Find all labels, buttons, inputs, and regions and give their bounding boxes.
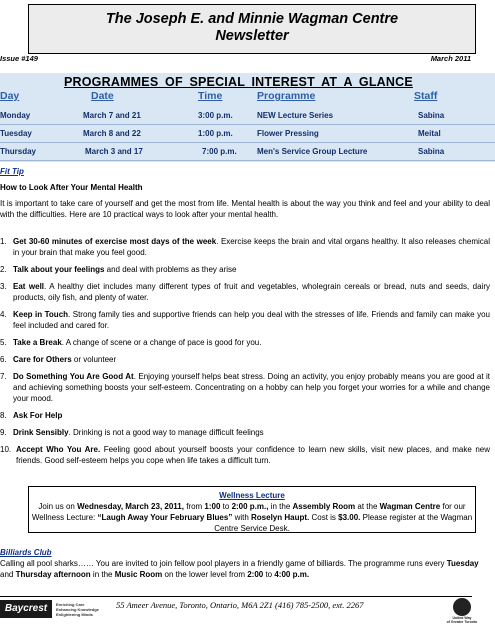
row-staff: Meital <box>418 129 441 138</box>
footer-address: 55 Ameer Avenue, Toronto, Ontario, M6A 2Z1 (416) 785-2500, ext. 2267 <box>116 600 364 610</box>
row-date: March 7 and 21 <box>83 111 141 120</box>
list-item <box>0 309 490 331</box>
list-item <box>0 337 490 348</box>
wellness-lecture-title: “Laugh Away Your February Blues” <box>97 513 233 522</box>
item-number: 8. <box>0 411 7 420</box>
list-item <box>0 410 490 421</box>
wellness-t8: Cost is <box>309 513 339 522</box>
list-item <box>0 281 490 303</box>
item-number: 3. <box>0 282 7 291</box>
wellness-speaker: Roselyn Haupt. <box>251 513 310 522</box>
row-staff: Sabina <box>418 147 445 156</box>
united-way-text-2: of Greater Toronto <box>446 620 478 624</box>
programmes-heading: PROGRAMMES OF SPECIAL INTEREST AT A GLANCE <box>64 75 413 89</box>
list-item <box>0 427 490 438</box>
item-text: . A change of scene or a change of pace is good for you. <box>61 338 262 347</box>
list-item <box>0 371 490 404</box>
fit-tip-subtitle: How to Look After Your Mental Health <box>0 183 143 192</box>
billiards-section <box>0 547 490 580</box>
item-number: 7. <box>0 372 7 381</box>
newsletter-subtitle: Newsletter <box>215 28 289 44</box>
item-number: 2. <box>0 265 7 274</box>
list-item <box>0 354 490 365</box>
row-programme: NEW Lecture Series <box>257 111 334 120</box>
row-date: March 3 and 17 <box>85 147 143 156</box>
row-time: 7:00 p.m. <box>202 147 237 156</box>
issue-row <box>0 54 471 66</box>
col-day: Day <box>0 90 20 102</box>
wellness-t4: in the <box>268 502 293 511</box>
list-item <box>0 444 490 466</box>
issue-date: March 2011 <box>430 54 471 63</box>
list-item <box>0 236 490 258</box>
programme-row <box>0 143 495 161</box>
wellness-t2: from <box>183 502 205 511</box>
item-title: Get 30-60 minutes of exercise most days of the week <box>13 237 217 246</box>
issue-number: Issue #149 <box>0 54 38 63</box>
wellness-t9: Please register at the Wagman Centre Service Desk. <box>214 513 473 533</box>
billiards-day1: Tuesday <box>446 559 479 568</box>
wellness-lecture-box <box>28 486 476 533</box>
row-date: March 8 and 22 <box>83 129 141 138</box>
baycrest-logo: Baycrest <box>0 600 52 618</box>
tagline-3: Enlightening Minds <box>56 612 93 617</box>
billiards-start: 2:00 <box>247 570 264 579</box>
item-text: and deal with problems as they arise <box>104 265 237 274</box>
billiards-t1: Calling all pool sharks…… You are invited to join fellow pool players in a friendly game of billiards. The programme runs every <box>0 559 447 568</box>
item-title: Keep in Touch <box>13 310 69 319</box>
row-day: Monday <box>0 111 31 120</box>
tagline-1: Enriching Care <box>56 602 85 607</box>
wellness-text <box>29 501 475 534</box>
row-time: 1:00 p.m. <box>198 129 233 138</box>
wellness-end: 2:00 p.m., <box>231 502 269 511</box>
item-title: Accept Who You Are. <box>16 445 101 454</box>
wellness-t5: at the <box>355 502 380 511</box>
wellness-heading: Wellness Lecture <box>219 491 285 500</box>
wellness-room: Assembly Room <box>292 502 356 511</box>
wellness-t3: to <box>220 502 232 511</box>
item-title: Care for Others <box>13 355 72 364</box>
footer <box>0 596 495 640</box>
item-text: . Strong family ties and supportive friends can help you deal with the stresses of life. Friends and family can make you feel included and cared for. <box>13 310 490 330</box>
item-title: Drink Sensibly <box>13 428 69 437</box>
col-time: Time <box>198 90 223 102</box>
billiards-t3: in the <box>90 570 115 579</box>
row-programme: Flower Pressing <box>257 129 319 138</box>
footer-divider <box>0 596 472 597</box>
item-text: . Exercise keeps the brain and vital organs healthy. It also releases chemical in your brain that make you feel good. <box>13 237 490 257</box>
wellness-centre: Wagman Centre <box>379 502 441 511</box>
wellness-t1: Join us on <box>38 502 78 511</box>
item-title: Do Something You Are Good At <box>13 372 134 381</box>
item-text: . Drinking is not a good way to manage difficult feelings <box>68 428 264 437</box>
tagline-2: Enhancing Knowledge <box>56 607 99 612</box>
billiards-day2: Thursday afternoon <box>15 570 91 579</box>
billiards-heading: Billiards Club <box>0 548 52 557</box>
col-date: Date <box>91 90 114 102</box>
row-day: Tuesday <box>0 129 32 138</box>
item-text: . A healthy diet includes many different types of fruit and vegetables, wholegrain cereals or bread, nuts and seeds, dairy products, oily fish, and plenty of water. <box>13 282 491 302</box>
item-number: 10. <box>0 445 12 454</box>
newsletter-title: The Joseph E. and Minnie Wagman Centre <box>105 11 399 27</box>
wellness-cost: $3.00. <box>338 513 361 522</box>
programme-row <box>0 125 495 143</box>
item-text: or volunteer <box>71 355 117 364</box>
billiards-t5: to <box>263 570 275 579</box>
item-number: 1. <box>0 237 7 246</box>
col-staff: Staff <box>414 90 438 102</box>
billiards-end: 4:00 p.m. <box>274 570 310 579</box>
item-title: Ask For Help <box>13 411 63 420</box>
item-number: 9. <box>0 428 7 437</box>
billiards-t2: and <box>0 570 16 579</box>
baycrest-tagline <box>56 602 99 617</box>
item-title: Talk about your feelings <box>13 265 105 274</box>
item-title: Take a Break <box>13 338 62 347</box>
united-way-icon <box>453 598 471 616</box>
row-day: Thursday <box>0 147 37 156</box>
wellness-start: 1:00 <box>204 502 221 511</box>
row-staff: Sabina <box>418 111 445 120</box>
item-text: Feeling good about yourself boosts your confidence to learn new skills, visit new places, and make new friends. Good self-esteem helps you cope when life takes a difficult turn. <box>16 445 490 465</box>
row-time: 3:00 p.m. <box>198 111 233 120</box>
wellness-t6: for our Wellness Lecture: <box>31 502 466 522</box>
col-programme: Programme <box>257 90 316 102</box>
list-item <box>0 264 490 275</box>
wellness-date: Wednesday, March 23, 2011, <box>77 502 184 511</box>
item-title: Eat well <box>13 282 45 291</box>
newsletter-title-box <box>28 4 476 54</box>
united-way-text-1: United Way <box>452 616 472 620</box>
programmes-panel <box>0 73 495 162</box>
item-number: 6. <box>0 355 7 364</box>
fit-tip-label: Fit Tip <box>0 167 24 176</box>
row-programme: Men's Service Group Lecture <box>257 147 368 156</box>
item-number: 5. <box>0 338 7 347</box>
wellness-t7: with <box>232 513 252 522</box>
united-way-logo <box>442 598 482 628</box>
fit-tip-intro: It is important to take care of yourself and get the most from life. Mental health is about the way you think and feel and your ability to deal with the difficulties. Here are 10 practical ways to look after your mental health. <box>0 199 490 219</box>
fit-tip-list <box>0 236 490 466</box>
item-text: . Enjoying yourself helps beat stress. Doing an activity, you enjoy probably means you are good at it and achieving something boosts your self-esteem. Concentrating on a hobby can help you forget your worries for a while and change your mood. <box>13 372 490 403</box>
item-number: 4. <box>0 310 7 319</box>
billiards-room: Music Room <box>114 570 163 579</box>
programme-row <box>0 107 495 125</box>
billiards-t4: on the lower level from <box>162 570 248 579</box>
